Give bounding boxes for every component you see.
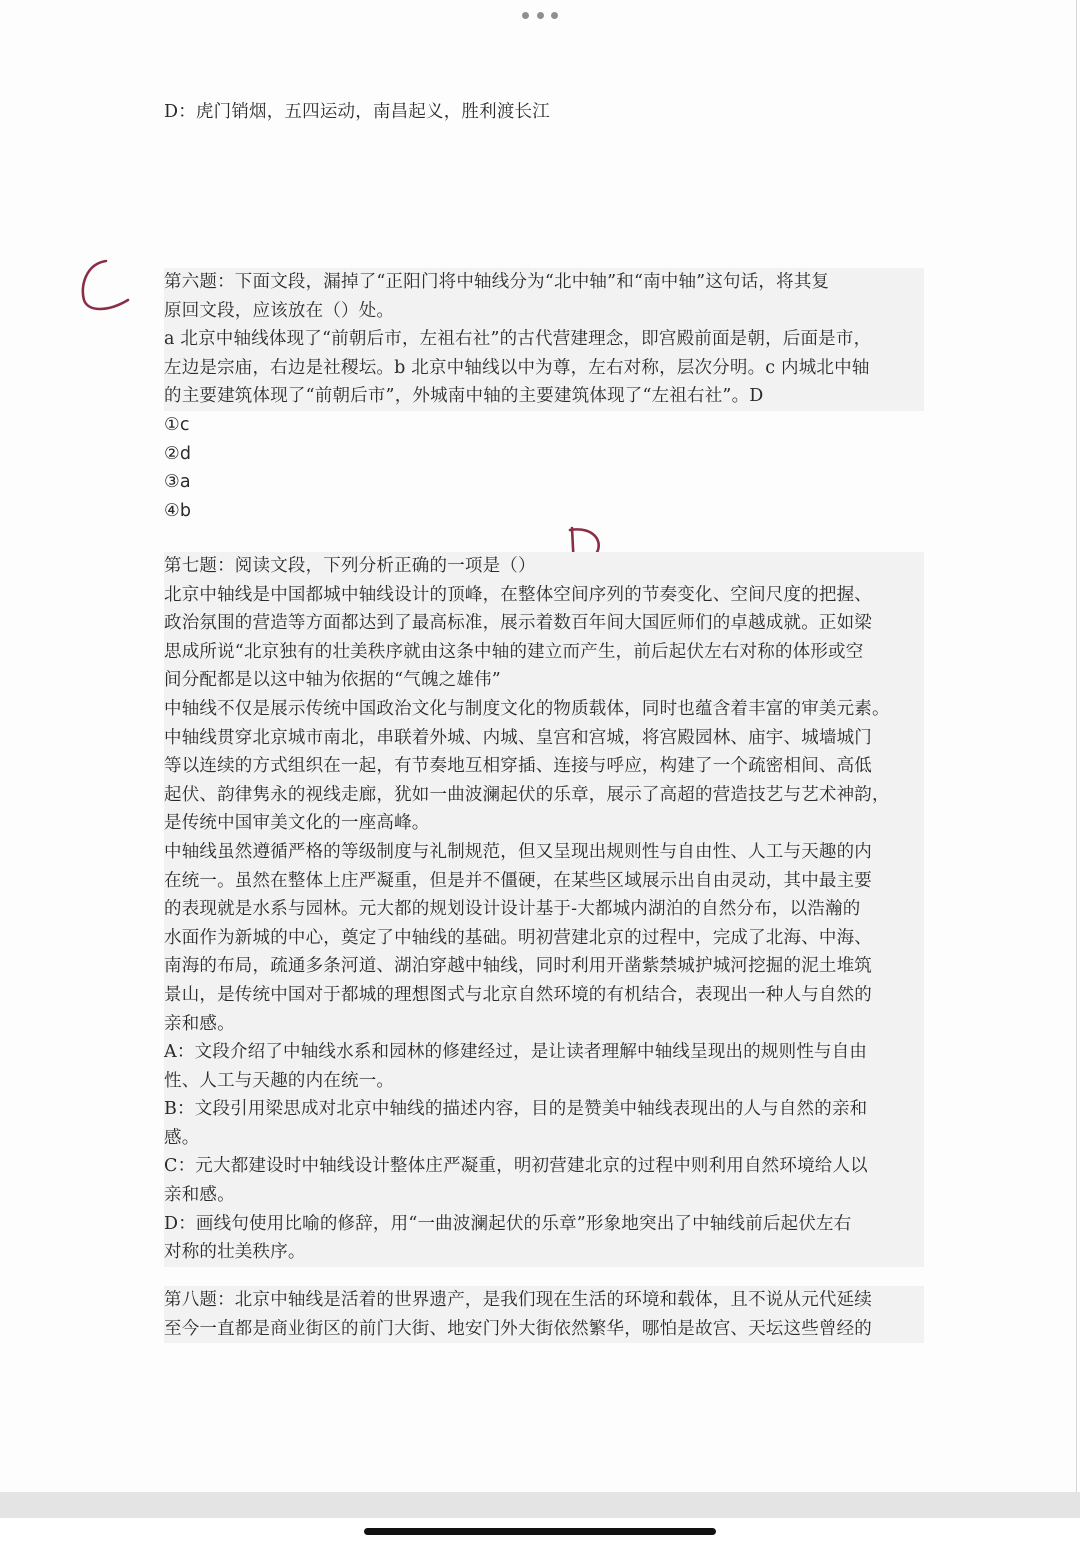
q6-passage-line: 的主要建筑体现了“前朝后市”，外城南中轴的主要建筑体现了“左祖右社”。D	[164, 382, 924, 411]
q7-paragraph-line: 等以连续的方式组织在一起，有节奏地互相穿插、连接与呼应，构建了一个疏密相间、高低	[164, 752, 924, 781]
q7-stem: 第七题：阅读文段，下列分析正确的一项是（）	[164, 552, 924, 581]
q7-option-line: 性、人工与天趣的内在统一。	[164, 1067, 924, 1096]
q7-paragraph-line: 起伏、韵律隽永的视线走廊，犹如一曲波澜起伏的乐章，展示了高超的营造技艺与艺术神韵，	[164, 781, 924, 810]
q6-option: ①c	[164, 414, 190, 435]
bottom-toolbar	[0, 1492, 1080, 1518]
q6-option: ②d	[164, 443, 192, 464]
q7-paragraph-line: 南海的布局，疏通多条河道、湖泊穿越中轴线，同时利用开凿紫禁城护城河挖掘的泥土堆筑	[164, 952, 924, 981]
q7-paragraph-line: 间分配都是以这中轴为依据的“气魄之雄伟”	[164, 666, 924, 695]
q7-paragraph-line: 的表现就是水系与园林。元大都的规划设计设计基于-大都城内湖泊的自然分布，以浩瀚的	[164, 895, 924, 924]
q7-option-line: C：元大都建设时中轴线设计整体庄严凝重，明初营建北京的过程中则利用自然环境给人以	[164, 1152, 924, 1181]
home-indicator[interactable]	[364, 1528, 716, 1535]
q6-stem-line: 原回文段，应该放在（）处。	[164, 297, 924, 326]
q7-paragraph-line: 中轴线贯穿北京城市南北，串联着外城、内城、皇宫和宫城，将宫殿园林、庙宇、城墙城门	[164, 724, 924, 753]
option-text: D：虎门销烟，五四运动，南昌起义，胜利渡长江	[164, 102, 550, 122]
q8-line: 第八题：北京中轴线是活着的世界遗产，是我们现在生活的环境和载体，且不说从元代延续	[164, 1286, 924, 1315]
q7-option-line: 亲和感。	[164, 1181, 924, 1210]
q6-passage-line: a 北京中轴线体现了“前朝后市，左祖右社”的古代营建理念，即宫殿前面是朝，后面是市，	[164, 325, 924, 354]
handwritten-answer-c	[78, 256, 136, 316]
q7-paragraph-line: 北京中轴线是中国都城中轴线设计的顶峰，在整体空间序列的节奏变化、空间尺度的把握、	[164, 581, 924, 610]
q7-paragraph-line: 是传统中国审美文化的一座高峰。	[164, 809, 924, 838]
q8-line: 至今一直都是商业街区的前门大街、地安门外大街依然繁华，哪怕是故宫、天坛这些曾经的	[164, 1315, 924, 1344]
q6-option: ③a	[164, 472, 191, 493]
question-8	[164, 1286, 924, 1343]
q7-paragraph-line: 景山，是传统中国对于都城的理想图式与北京自然环境的有机结合，表现出一种人与自然的	[164, 981, 924, 1010]
q6-option: ④b	[164, 500, 192, 521]
q7-option-line: D：画线句使用比喻的修辞，用“一曲波澜起伏的乐章”形象地突出了中轴线前后起伏左右	[164, 1210, 924, 1239]
q7-option-line: 感。	[164, 1124, 924, 1153]
q7-option-line: A：文段介绍了中轴线水系和园林的修建经过，是让读者理解中轴线呈现出的规则性与自由	[164, 1038, 924, 1067]
question-7	[164, 552, 924, 1267]
prev-question-option-d	[164, 98, 924, 127]
q7-paragraph-line: 中轴线虽然遵循严格的等级制度与礼制规范，但又呈现出规则性与自由性、人工与天趣的内	[164, 838, 924, 867]
q7-paragraph-line: 在统一。虽然在整体上庄严凝重，但是并不僵硬，在某些区域展示出自由灵动，其中最主要	[164, 867, 924, 896]
q6-passage-line: 左边是宗庙，右边是社稷坛。b 北京中轴线以中为尊，左右对称，层次分明。c 内城北中轴	[164, 354, 924, 383]
more-options-icon[interactable]	[522, 8, 558, 22]
q7-paragraph-line: 思成所说“北京独有的壮美秩序就由这条中轴的建立而产生，前后起伏左右对称的体形或空	[164, 638, 924, 667]
q7-option-line: 对称的壮美秩序。	[164, 1238, 924, 1267]
q7-paragraph-line: 亲和感。	[164, 1010, 924, 1039]
q7-paragraph-line: 水面作为新城的中心，奠定了中轴线的基础。明初营建北京的过程中，完成了北海、中海、	[164, 924, 924, 953]
q7-paragraph-line: 中轴线不仅是展示传统中国政治文化与制度文化的物质载体，同时也蕴含着丰富的审美元素。	[164, 695, 924, 724]
q7-paragraph-line: 政治氛围的营造等方面都达到了最高标准，展示着数百年间大国匠师们的卓越成就。正如梁	[164, 609, 924, 638]
question-6	[164, 268, 924, 525]
q6-stem-line: 第六题：下面文段，漏掉了“正阳门将中轴线分为“北中轴”和“南中轴”这句话，将其复	[164, 268, 924, 297]
q7-option-line: B：文段引用梁思成对北京中轴线的描述内容，目的是赞美中轴线表现出的人与自然的亲和	[164, 1095, 924, 1124]
